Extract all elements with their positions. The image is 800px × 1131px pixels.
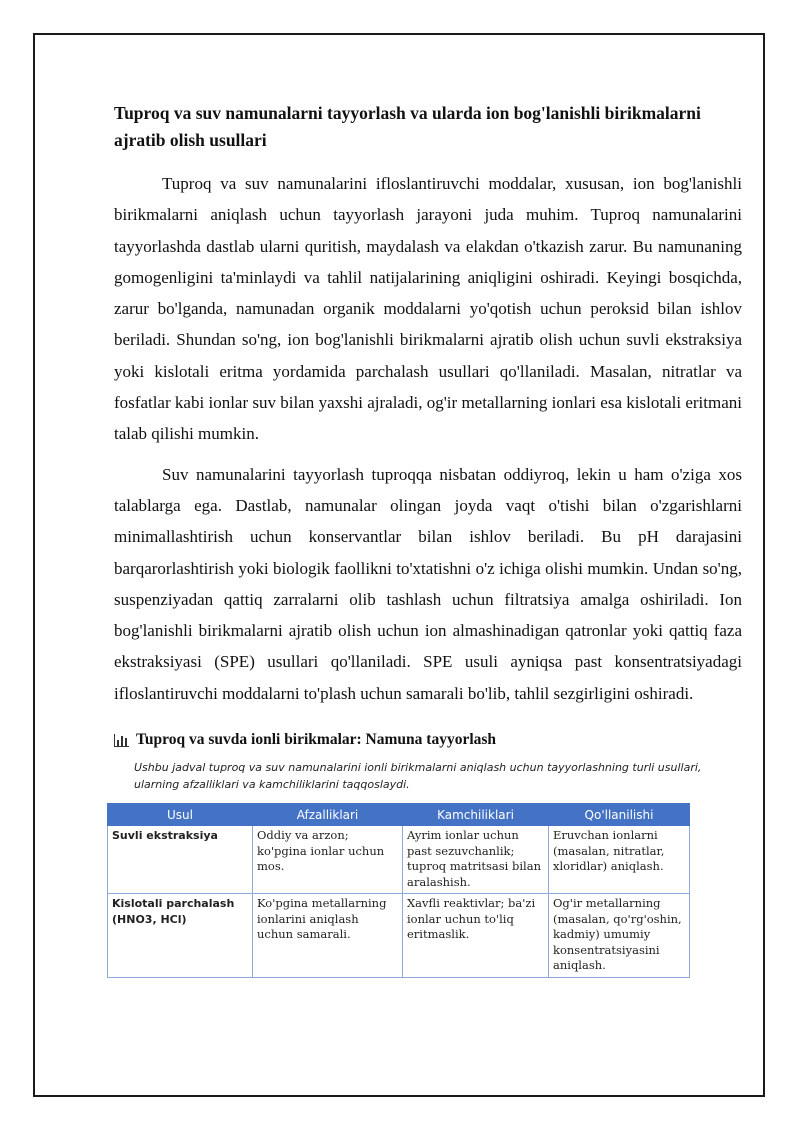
comparison-table [107,803,690,978]
table-cell-method: Kislotali parchalash (HNO3, HCl) [108,894,253,978]
paragraph-water: Suv namunalarini tayyorlash tuproqqa nisbatan oddiyroq, lekin u ham o'ziga xos talablarga ega. Dastlab, namunalar olingan joyda vaqt o'tishi bilan o'zgarishlarni minimallashtirish uchun konservantlar bilan ishlov beriladi. Bu pH darajasini barqarorlashtirish yoki biologik faollikni to'xtatishni o'z ichiga olishi mumkin. Undan so'ng, suspenziyadan qattiq zarralarni olib tashlash uchun filtratsiya amalga oshiriladi. Ion bog'lanishli birikmalarni ajratib olish uchun ion almashinadigan qatronlar yoki qattiq faza ekstraksiyasi (SPE) usullari qo'llaniladi. SPE usuli ayniqsa past konsentratsiyadagi ifloslantiruvchi moddalarni to'plash uchun samarali bo'lib, tahlil sezgirligini oshiradi. [114,464,742,703]
table-cell-method: Suvli ekstraksiya [108,826,253,894]
table-caption: Ushbu jadval tuproq va suv namunalarini ionli birikmalarni aniqlash uchun tayyorlashning turli usullari, ularning afzalliklari va kamchiliklarini taqqoslaydi. [134,761,702,792]
column-header-application: Qo'llanilishi [549,804,690,826]
column-header-disadvantages: Kamchiliklari [403,804,549,826]
table-cell-advantages: Ko'pgina metallarning ionlarini aniqlash uchun samarali. [253,894,403,978]
bar-chart-icon [114,734,129,747]
table-heading [114,729,742,751]
document-title: Tuproq va suv namunalarni tayyorlash va ularda ion bog'lanishli birikmalarni ajratib olish usullari [114,103,701,150]
document-content [114,100,742,978]
table-cell-disadvantages: Xavfli reaktivlar; ba'zi ionlar uchun to'liq eritmaslik. [403,894,549,978]
paragraph-soil: Tuproq va suv namunalarini ifloslantiruvchi moddalar, xususan, ion bog'lanishli birikmalarni aniqlash uchun tayyorlash jarayoni juda muhim. Tuproq namunalarini tayyorlashda dastlab ularni quritish, maydalash va elakdan o'tkazish zarur. Bu namunaning gomogenligini ta'minlaydi va tahlil natijalarining aniqligini oshiradi. Keyingi bosqichda, zarur bo'lganda, namunadan organik moddalarni yo'qotish uchun peroksid bilan ishlov beriladi. Shundan so'ng, ion bog'lanishli birikmalarni ajratib olish uchun suvli ekstraksiya yoki kislotali eritma yordamida parchalash usullari qo'llaniladi. Masalan, nitratlar va fosfatlar kabi ionlar suv bilan yaxshi ajraladi, og'ir metallarning ionlari esa kislotali eritmani talab qilishi mumkin. [114,174,742,444]
table-title: Tuproq va suvda ionli birikmalar: Namuna tayyorlash [136,731,497,749]
column-header-advantages: Afzalliklari [253,804,403,826]
table-header-row [108,804,690,826]
column-header-method: Usul [108,804,253,826]
table-row [108,826,690,894]
table-cell-application: Og'ir metallarning (masalan, qo'rg'oshin, kadmiy) umumiy konsentratsiyasini aniqlash. [549,894,690,978]
table-cell-application: Eruvchan ionlarni (masalan, nitratlar, xloridlar) aniqlash. [549,826,690,894]
table-cell-advantages: Oddiy va arzon; ko'pgina ionlar uchun mos. [253,826,403,894]
table-row [108,894,690,978]
table-cell-disadvantages: Ayrim ionlar uchun past sezuvchanlik; tuproq matritsasi bilan aralashish. [403,826,549,894]
